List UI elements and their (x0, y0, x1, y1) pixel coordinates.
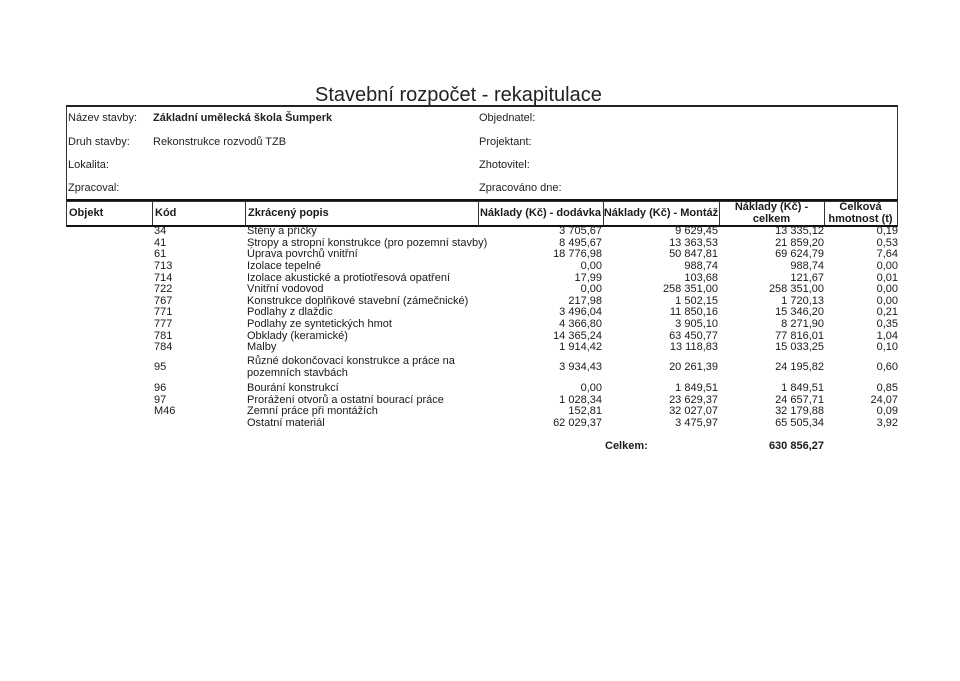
row-celkem: 258 351,00 (768, 283, 824, 295)
col-kod: Kód (155, 207, 177, 219)
druh-label: Druh stavby: (68, 136, 130, 148)
row-dodavka: 62 029,37 (553, 417, 602, 429)
row-montaz: 3 905,10 (675, 318, 718, 330)
page-title: Stavební rozpočet - rekapitulace (315, 84, 602, 106)
row-hmotnost: 0,35 (876, 318, 898, 330)
row-kod: 713 (154, 260, 173, 272)
row-celkem: 77 816,01 (775, 330, 824, 342)
row-montaz: 50 847,81 (669, 248, 718, 260)
row-popis: Prorážení otvorů a ostatní bourací práce (247, 394, 444, 406)
row-kod: 95 (154, 361, 167, 373)
table-header (66, 199, 898, 227)
row-popis: Stěny a příčky (247, 225, 317, 237)
row-montaz: 988,74 (684, 260, 718, 272)
row-hmotnost: 1,04 (876, 330, 898, 342)
row-dodavka: 3 496,04 (559, 306, 602, 318)
row-kod: 41 (154, 237, 167, 249)
row-kod: 97 (154, 394, 167, 406)
row-hmotnost: 7,64 (876, 248, 898, 260)
lokalita-label: Lokalita: (68, 159, 109, 171)
row-kod: 714 (154, 272, 173, 284)
row-hmotnost: 0,00 (876, 283, 898, 295)
row-dodavka: 18 776,98 (553, 248, 602, 260)
row-popis: Podlahy z dlaždic (247, 306, 333, 318)
zhotovitel-label: Zhotovitel: (479, 159, 530, 171)
row-dodavka: 152,81 (568, 405, 602, 417)
row-hmotnost: 0,09 (876, 405, 898, 417)
total-label: Celkem: (605, 440, 648, 452)
row-celkem: 15 033,25 (775, 341, 824, 353)
row-popis: Vnitřní vodovod (247, 283, 324, 295)
row-celkem: 24 657,71 (775, 394, 824, 406)
row-dodavka: 8 495,67 (559, 237, 602, 249)
row-popis: Různé dokončovací konstrukce a práce na (247, 355, 455, 367)
col-hmotnost-line2: hmotnost (t) (828, 213, 893, 225)
row-popis: Úprava povrchů vnitřní (247, 248, 358, 260)
row-dodavka: 14 365,24 (553, 330, 602, 342)
row-hmotnost: 0,00 (876, 295, 898, 307)
row-celkem: 121,67 (790, 272, 824, 284)
row-celkem: 8 271,90 (781, 318, 824, 330)
row-hmotnost: 3,92 (876, 417, 898, 429)
row-celkem: 1 720,13 (781, 295, 824, 307)
row-popis: Podlahy ze syntetických hmot (247, 318, 392, 330)
row-montaz: 13 118,83 (669, 341, 718, 353)
row-dodavka: 17,99 (574, 272, 602, 284)
row-kod: 771 (154, 306, 173, 318)
projektant-label: Projektant: (479, 136, 532, 148)
row-dodavka: 0,00 (580, 283, 602, 295)
row-popis: Konstrukce doplňkové stavební (zámečnické) (247, 295, 469, 307)
col-popis: Zkrácený popis (248, 207, 329, 219)
row-montaz: 11 850,16 (669, 306, 718, 318)
col-celkem-line2: celkem (752, 213, 791, 225)
row-montaz: 32 027,07 (669, 405, 718, 417)
row-popis: Malby (247, 341, 277, 353)
row-montaz: 1 502,15 (675, 295, 718, 307)
row-kod: 61 (154, 248, 167, 260)
row-montaz: 1 849,51 (675, 382, 718, 394)
row-dodavka: 0,00 (580, 260, 602, 272)
row-kod: 777 (154, 318, 173, 330)
zpracovano-label: Zpracováno dne: (479, 182, 562, 194)
row-dodavka: 1 028,34 (559, 394, 602, 406)
row-hmotnost: 0,01 (876, 272, 898, 284)
col-celkem-line1: Náklady (Kč) - (734, 201, 809, 213)
objednatel-label: Objednatel: (479, 112, 536, 124)
row-kod: 722 (154, 283, 173, 295)
row-celkem: 65 505,34 (775, 417, 824, 429)
row-celkem: 69 624,79 (775, 248, 824, 260)
row-hmotnost: 0,53 (876, 237, 898, 249)
row-celkem: 988,74 (790, 260, 824, 272)
row-kod: 767 (154, 295, 173, 307)
row-hmotnost: 0,19 (876, 225, 898, 237)
col-hmotnost-line1: Celková (839, 201, 882, 213)
row-popis: Bourání konstrukcí (247, 382, 339, 394)
total-value: 630 856,27 (768, 440, 824, 452)
row-kod: 96 (154, 382, 167, 394)
row-celkem: 1 849,51 (781, 382, 824, 394)
col-montaz: Náklady (Kč) - Montáž (603, 207, 719, 219)
row-celkem: 24 195,82 (775, 361, 824, 373)
row-hmotnost: 24,07 (870, 394, 898, 406)
row-kod: 34 (154, 225, 167, 237)
row-montaz: 103,68 (684, 272, 718, 284)
nazev-value: Základní umělecká škola Šumperk (153, 112, 333, 124)
row-montaz: 23 629,37 (669, 394, 718, 406)
row-hmotnost: 0,85 (876, 382, 898, 394)
row-popis: Zemní práce při montážích (247, 405, 378, 417)
row-celkem: 13 335,12 (775, 225, 824, 237)
row-montaz: 258 351,00 (662, 283, 718, 295)
row-popis: Stropy a stropní konstrukce (pro pozemní stavby) (247, 237, 488, 249)
col-dodavka: Náklady (Kč) - dodávka (479, 207, 602, 219)
row-celkem: 21 859,20 (775, 237, 824, 249)
row-dodavka: 3 934,43 (559, 361, 602, 373)
row-hmotnost: 0,60 (876, 361, 898, 373)
row-kod: 784 (154, 341, 173, 353)
row-dodavka: 217,98 (568, 295, 602, 307)
row-celkem: 32 179,88 (775, 405, 824, 417)
row-montaz: 20 261,39 (669, 361, 718, 373)
row-popis: Izolace akustické a protiotřesová opatření (247, 272, 451, 284)
row-hmotnost: 0,00 (876, 260, 898, 272)
row-popis: Obklady (keramické) (247, 330, 348, 342)
row-dodavka: 0,00 (580, 382, 602, 394)
row-popis-line2: pozemních stavbách (247, 367, 348, 379)
row-kod: 781 (154, 330, 173, 342)
zpracoval-label: Zpracoval: (68, 182, 120, 194)
row-celkem: 15 346,20 (775, 306, 824, 318)
row-hmotnost: 0,21 (876, 306, 898, 318)
druh-value: Rekonstrukce rozvodů TZB (153, 136, 287, 148)
row-popis: Ostatní materiál (247, 417, 325, 429)
row-popis: Izolace tepelné (247, 260, 321, 272)
row-dodavka: 4 366,80 (559, 318, 602, 330)
row-dodavka: 3 705,67 (559, 225, 602, 237)
row-kod: M46 (154, 405, 176, 417)
row-hmotnost: 0,10 (876, 341, 898, 353)
row-montaz: 3 475,97 (675, 417, 718, 429)
nazev-label: Název stavby: (68, 112, 138, 124)
row-montaz: 9 629,45 (675, 225, 718, 237)
row-montaz: 13 363,53 (669, 237, 718, 249)
row-montaz: 63 450,77 (669, 330, 718, 342)
row-dodavka: 1 914,42 (559, 341, 602, 353)
col-objekt: Objekt (69, 207, 104, 219)
